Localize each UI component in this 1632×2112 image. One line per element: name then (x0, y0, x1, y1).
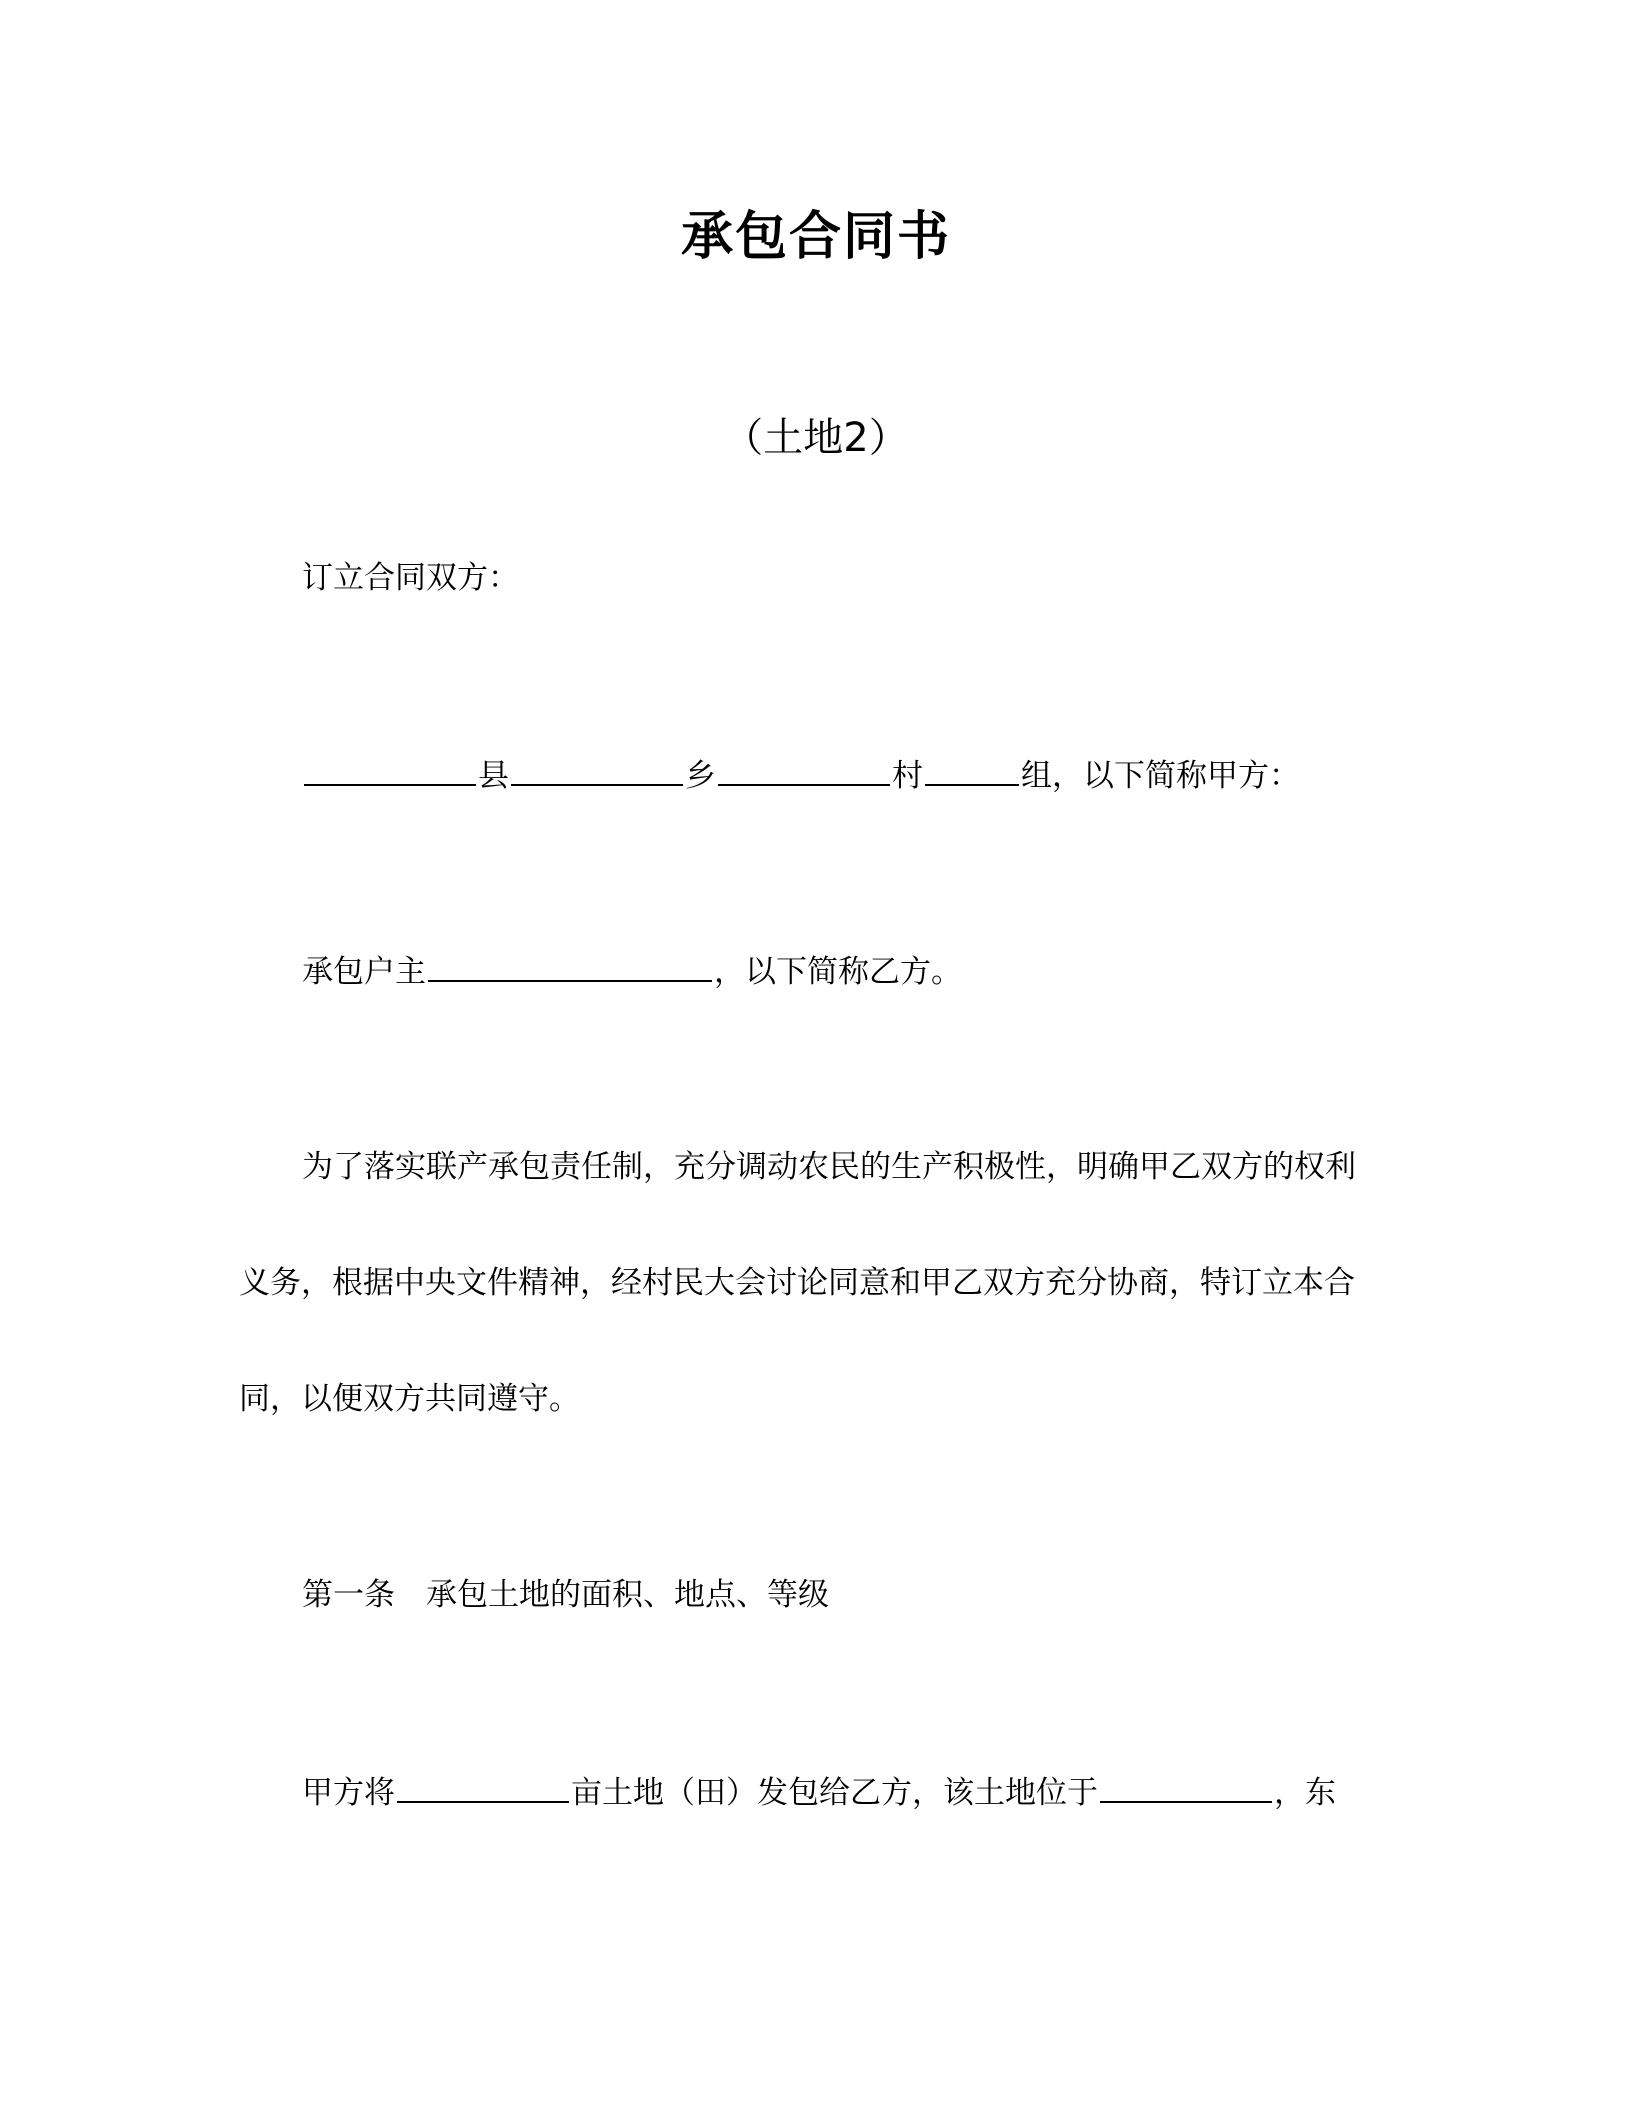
party-b-suffix: ，以下简称乙方。 (714, 954, 962, 990)
preamble-line-1: 为了落实联产承包责任制，充分调动农民的生产积极性，明确甲乙双方的权利 (302, 1149, 1356, 1185)
party-b-line (302, 950, 962, 992)
document-title: 承包合同书 (680, 207, 951, 267)
preamble-line-3: 同，以便双方共同遵守。 (239, 1381, 580, 1417)
preamble-line-2: 义务，根据中央文件精神，经村民大会讨论同意和甲乙双方充分协商，特订立本合 (239, 1265, 1355, 1301)
group-blank[interactable] (925, 754, 1019, 786)
group-label: 组，以下简称甲方： (1021, 758, 1300, 794)
village-label: 村 (892, 758, 923, 794)
area-blank[interactable] (397, 1771, 569, 1803)
township-label: 乡 (685, 758, 716, 794)
location-blank[interactable] (1100, 1771, 1272, 1803)
township-blank[interactable] (511, 754, 683, 786)
article-one-suffix: ，东 (1274, 1775, 1336, 1811)
party-b-prefix: 承包户主 (302, 954, 426, 990)
county-blank[interactable] (304, 754, 476, 786)
county-label: 县 (478, 758, 509, 794)
article-one-middle: 亩土地（田）发包给乙方，该土地位于 (571, 1775, 1098, 1811)
document-subtitle: （土地2） (723, 415, 909, 461)
article-one-line (302, 1771, 1336, 1813)
village-blank[interactable] (718, 754, 890, 786)
householder-blank[interactable] (428, 950, 712, 982)
party-a-line (302, 754, 1300, 796)
parties-heading: 订立合同双方： (302, 560, 519, 596)
article-one-prefix: 甲方将 (302, 1775, 395, 1811)
article-one-heading: 第一条 承包土地的面积、地点、等级 (302, 1577, 829, 1613)
